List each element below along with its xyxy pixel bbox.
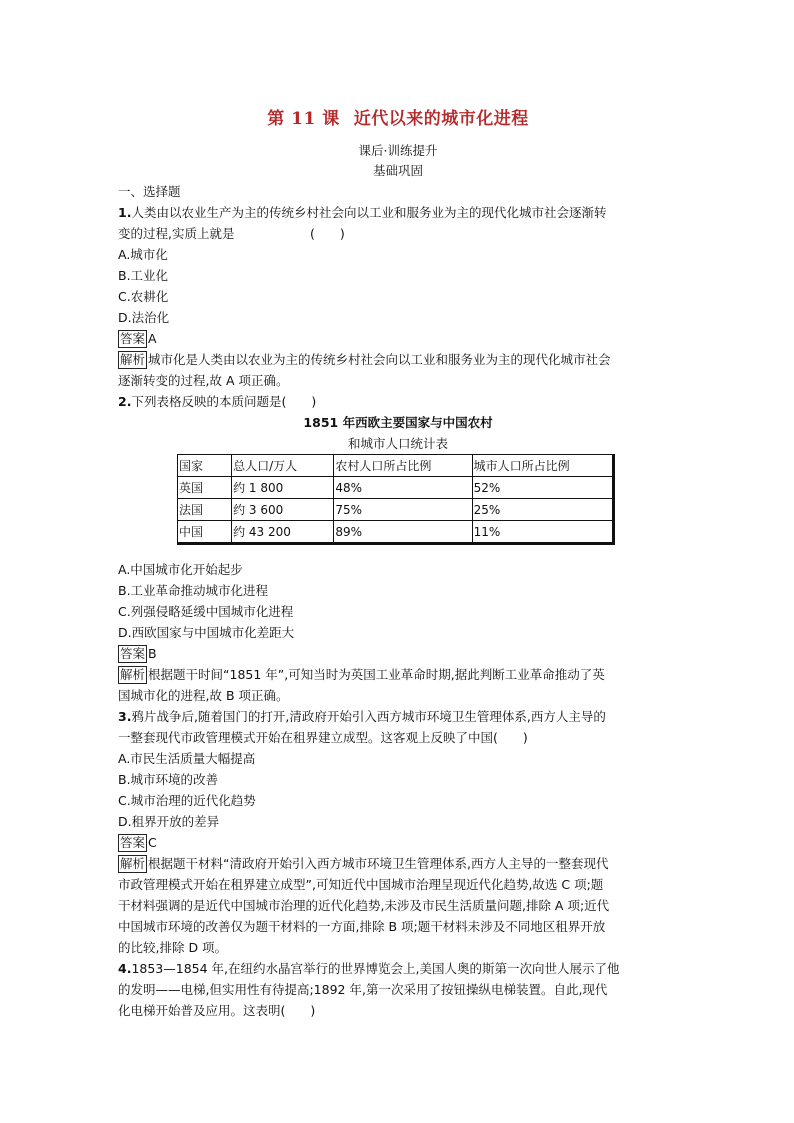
table-caption: 和城市人口统计表: [347, 436, 448, 451]
spacer: [118, 545, 678, 559]
analysis-text: 干材料强调的是近代中国城市治理的近代化趋势,未涉及市民生活质量问题,排除 A 项;近代: [118, 898, 610, 913]
table-cell: 25%: [472, 499, 613, 521]
analysis-line: [118, 349, 678, 370]
question-4: [118, 958, 678, 1021]
table-cell: 约 1 800: [232, 477, 334, 499]
answer-tag: 答案: [120, 646, 146, 661]
lesson-number: 第 11 课: [267, 109, 340, 129]
analysis-text: 市政管理模式开始在租界建立成型”,可知近代中国城市治理呈现近代化趋势,故选 C 项;题: [118, 877, 604, 892]
option-b: B.城市环境的改善: [118, 772, 219, 787]
question-stem: [118, 706, 678, 727]
question-stem: [118, 202, 678, 223]
answer-value: C: [148, 835, 157, 850]
option-d: D.租界开放的差异: [118, 814, 220, 829]
analysis-tag: 解析: [120, 352, 146, 367]
option-c: C.农耕化: [118, 289, 169, 304]
analysis-text: 逐渐转变的过程,故 A 项正确。: [118, 373, 289, 388]
question-stem: [118, 958, 678, 979]
answer-line: [118, 328, 678, 349]
table-row: [178, 477, 614, 499]
answer-value: A: [148, 331, 157, 346]
table-cell: 11%: [472, 521, 613, 544]
subheading: 基础巩固: [372, 163, 423, 178]
table-header-row: [178, 455, 614, 477]
analysis-text: 中国城市环境的改善仅为题干材料的一方面,排除 B 项;题干材料未涉及不同地区租界开放: [118, 919, 606, 934]
question-number: 1.: [118, 205, 132, 220]
table-row: [178, 521, 614, 544]
document-page: [118, 104, 678, 1021]
analysis-text: 根据题干时间“1851 年”,可知当时为英国工业革命时期,据此判断工业革命推动了英: [148, 667, 605, 682]
table-cell: 法国: [178, 499, 232, 521]
option-b: B.工业革命推动城市化进程: [118, 583, 269, 598]
lesson-title: 近代以来的城市化进程: [353, 109, 529, 129]
question-3: [118, 706, 678, 958]
analysis-tag: 解析: [120, 667, 146, 682]
table-cell: 75%: [334, 499, 472, 521]
analysis-text: 国城市化的进程,故 B 项正确。: [118, 688, 289, 703]
table-header: 国家: [178, 455, 232, 477]
page-title: [118, 104, 678, 129]
population-table: [177, 454, 615, 545]
question-1: [118, 202, 678, 391]
table-cell: 52%: [472, 477, 613, 499]
stem-line: 化电梯开始普及应用。这表明( ): [118, 1003, 316, 1018]
option-d: D.法治化: [118, 310, 170, 325]
question-2: [118, 391, 678, 706]
table-cell: 英国: [178, 477, 232, 499]
stem-line: 变的过程,实质上就是 ( ): [118, 226, 345, 241]
analysis-text: 根据题干材料“清政府开始引入西方城市环境卫生管理体系,西方人主导的一整套现代: [148, 856, 609, 871]
option-a: A.中国城市化开始起步: [118, 562, 243, 577]
option-c: C.城市治理的近代化趋势: [118, 793, 256, 808]
analysis-tag: 解析: [120, 856, 146, 871]
table-header: 总人口/万人: [232, 455, 334, 477]
table-cell: 约 43 200: [232, 521, 334, 544]
table-cell: 约 3 600: [232, 499, 334, 521]
answer-line: [118, 643, 678, 664]
stem-line: 鸦片战争后,随着国门的打开,清政府开始引入西方城市环境卫生管理体系,西方人主导的: [131, 709, 606, 724]
option-b: B.工业化: [118, 268, 169, 283]
option-d: D.西欧国家与中国城市化差距大: [118, 625, 295, 640]
question-number: 3.: [118, 709, 132, 724]
analysis-line: [118, 664, 678, 685]
section-heading: 一、选择题: [118, 184, 181, 199]
stem-line: 的发明——电梯,但实用性有待提高;1892 年,第一次采用了按钮操纵电梯装置。自此,现代: [118, 982, 608, 997]
option-c: C.列强侵略延缓中国城市化进程: [118, 604, 294, 619]
analysis-text: 城市化是人类由以农业为主的传统乡村社会向以工业和服务业为主的现代化城市社会: [148, 352, 611, 367]
option-a: A.市民生活质量大幅提高: [118, 751, 256, 766]
question-number: 2.: [118, 394, 132, 409]
answer-value: B: [148, 646, 157, 661]
table-caption: 1851 年西欧主要国家与中国农村: [303, 415, 493, 430]
stem-line: 下列表格反映的本质问题是( ): [131, 394, 317, 409]
analysis-text: 的比较,排除 D 项。: [118, 940, 228, 955]
analysis-line: [118, 853, 678, 874]
table-row: [178, 499, 614, 521]
table-cell: 中国: [178, 521, 232, 544]
table-header: 城市人口所占比例: [472, 455, 613, 477]
stem-line: 人类由以农业生产为主的传统乡村社会向以工业和服务业为主的现代化城市社会逐渐转: [131, 205, 607, 220]
table-cell: 48%: [334, 477, 472, 499]
table-cell: 89%: [334, 521, 472, 544]
stem-line: 一整套现代市政管理模式开始在租界建立成型。这客观上反映了中国( ): [118, 730, 528, 745]
question-number: 4.: [118, 961, 132, 976]
answer-line: [118, 832, 678, 853]
stem-line: 1853—1854 年,在纽约水晶宫举行的世界博览会上,美国人奥的斯第一次向世人展示了他: [131, 961, 620, 976]
table-header: 农村人口所占比例: [334, 455, 472, 477]
answer-tag: 答案: [120, 331, 146, 346]
subheading: 课后·训练提升: [358, 143, 438, 158]
question-stem: [118, 391, 678, 412]
option-a: A.城市化: [118, 247, 168, 262]
answer-tag: 答案: [120, 835, 146, 850]
